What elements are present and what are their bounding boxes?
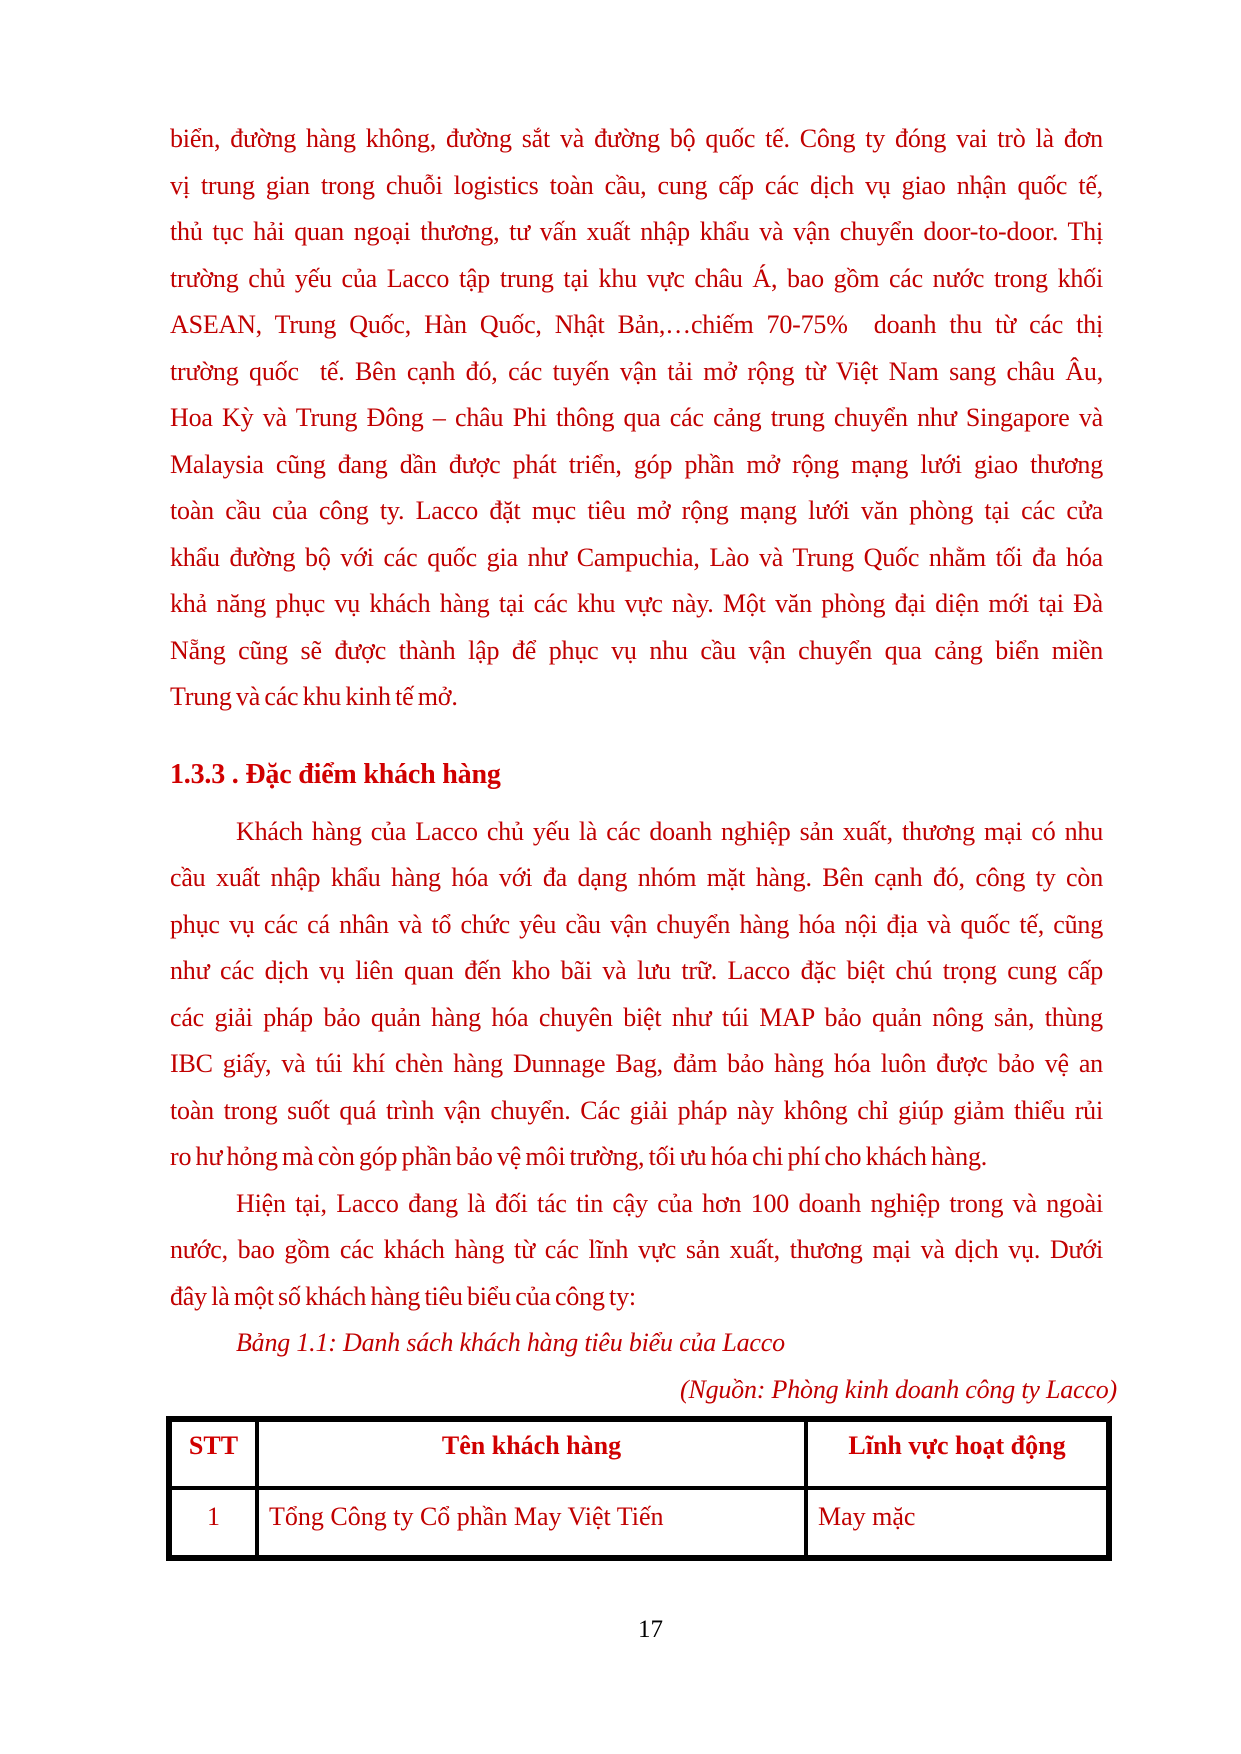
table-source-note: (Nguồn: Phòng kinh doanh công ty Lacco) <box>679 1374 1117 1404</box>
text-line: như các dịch vụ liên quan đến kho bãi và lưu trữ. Lacco đặc biệt chú trọng cung cấp <box>170 956 1103 985</box>
text-line: cầu xuất nhập khẩu hàng hóa với đa dạng nhóm mặt hàng. Bên cạnh đó, công ty còn <box>170 863 1103 892</box>
page-content <box>170 116 1117 1561</box>
text-line: khả năng phục vụ khách hàng tại các khu vực này. Một văn phòng đại diện mới tại Đà <box>170 589 1103 618</box>
paragraph-continuation <box>170 116 1103 721</box>
text-line: các giải pháp bảo quản hàng hóa chuyên biệt như túi MAP bảo quản nông sản, thùng <box>170 1002 1103 1032</box>
text-line: vị trung gian trong chuỗi logistics toàn cầu, cung cấp các dịch vụ giao nhận quốc tế, <box>170 170 1103 200</box>
text-line: phục vụ các cá nhân và tổ chức yêu cầu vận chuyển hàng hóa nội địa và quốc tế, cũng <box>170 909 1103 939</box>
text-line: biển, đường hàng không, đường sắt và đường bộ quốc tế. Công ty đóng vai trò là đơn <box>170 124 1103 153</box>
cell-stt: 1 <box>169 1488 257 1558</box>
text-line: toàn cầu của công ty. Lacco đặt mục tiêu mở rộng mạng lưới văn phòng tại các cửa <box>170 496 1103 525</box>
text-line: Nẵng cũng sẽ được thành lập để phục vụ nhu cầu vận chuyển qua cảng biển miền <box>170 635 1103 665</box>
text-line: đây là một số khách hàng tiêu biểu của công ty: <box>170 1281 636 1311</box>
text-line: ASEAN, Trung Quốc, Hàn Quốc, Nhật Bản,…chiếm 70-75% doanh thu từ các thị <box>170 310 1103 339</box>
text-line: IBC giấy, và túi khí chèn hàng Dunnage Bag, đảm bảo hàng hóa luôn được bảo vệ an <box>170 1049 1103 1078</box>
text-line: toàn trong suốt quá trình vận chuyển. Các giải pháp này không chỉ giúp giảm thiểu rủi <box>170 1095 1103 1125</box>
table-row <box>169 1488 1109 1558</box>
table-caption: Bảng 1.1: Danh sách khách hàng tiêu biểu của Lacco <box>236 1328 785 1357</box>
header-customer-name: Tên khách hàng <box>257 1419 806 1488</box>
text-line: trường quốc tế. Bên cạnh đó, các tuyến vận tải mở rộng từ Việt Nam sang châu Âu, <box>170 356 1103 386</box>
page-number: 17 <box>638 1616 663 1643</box>
text-line: Hoa Kỳ và Trung Đông – châu Phi thông qua các cảng trung chuyển như Singapore và <box>170 403 1103 432</box>
cell-customer-name: Tổng Công ty Cổ phần May Việt Tiến <box>257 1488 806 1558</box>
text-line: Malaysia cũng đang dần được phát triển, góp phần mở rộng mạng lưới giao thương <box>170 449 1103 479</box>
paragraph-partners <box>170 1181 1103 1321</box>
table-body <box>169 1488 1109 1558</box>
text-line: thủ tục hải quan ngoại thương, tư vấn xuất nhập khẩu và vận chuyển door-to-door. Thị <box>170 217 1103 246</box>
text-line: nước, bao gồm các khách hàng từ các lĩnh vực sản xuất, thương mại và dịch vụ. Dưới <box>170 1235 1103 1264</box>
paragraph-customers <box>170 809 1103 1181</box>
text-line: khẩu đường bộ với các quốc gia như Campuchia, Lào và Trung Quốc nhằm tối đa hóa <box>170 542 1103 572</box>
text-line: Khách hàng của Lacco chủ yếu là các doanh nghiệp sản xuất, thương mại có nhu <box>236 816 1103 846</box>
section-heading: 1.3.3 . Đặc điểm khách hàng <box>170 758 501 790</box>
table-header-row <box>169 1419 1109 1488</box>
text-line: ro hư hỏng mà còn góp phần bảo vệ môi trường, tối ưu hóa chi phí cho khách hàng. <box>170 1142 988 1171</box>
text-line: Hiện tại, Lacco đang là đối tác tin cậy của hơn 100 doanh nghiệp trong và ngoài <box>236 1188 1103 1218</box>
customers-table <box>166 1416 1112 1561</box>
text-line: Trung và các khu kinh tế mở. <box>170 682 458 711</box>
header-stt: STT <box>169 1419 257 1488</box>
header-business-field: Lĩnh vực hoạt động <box>806 1419 1109 1488</box>
text-line: trường chủ yếu của Lacco tập trung tại khu vực châu Á, bao gồm các nước trong khối <box>170 263 1103 293</box>
cell-business-field: May mặc <box>806 1488 1109 1558</box>
